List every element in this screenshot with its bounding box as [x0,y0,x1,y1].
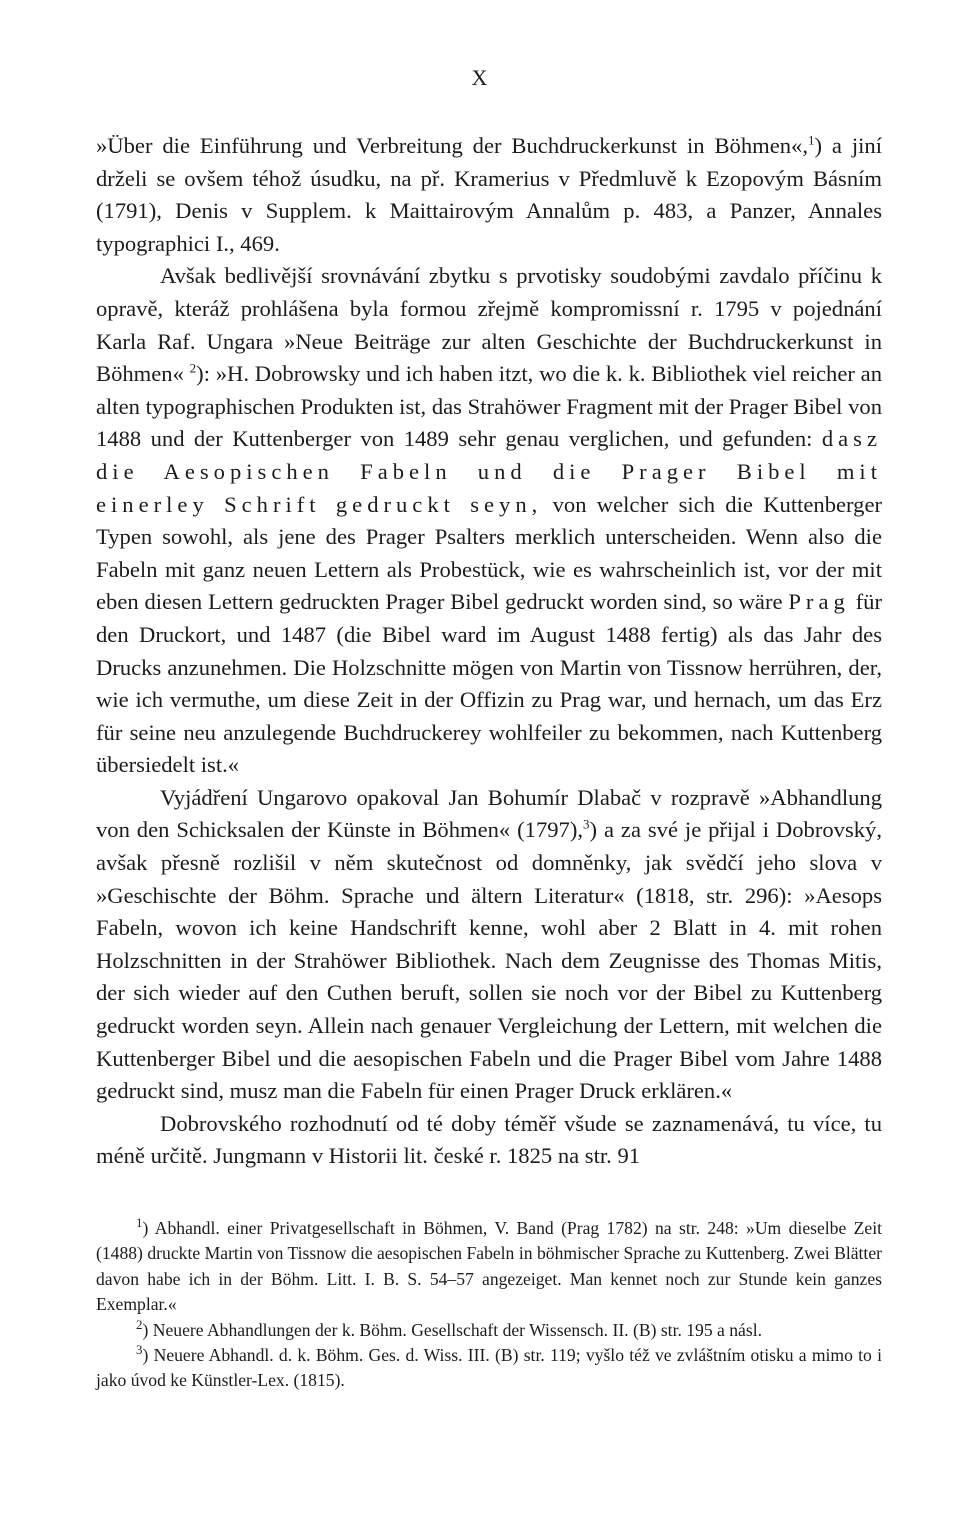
paragraph-1-text-a: »Über die Einführung und Verbreitung der Buchdruckerkunst in Böhmen«, [96,133,808,158]
footnote-mark: 1 [136,1215,143,1231]
paragraph-2-text-a: Avšak bedlivější srovnávání zbytku s prvotisky soudobými zavdalo příčinu k opravě, kteráž prohlášena byla formou zřejmě kompromissní r. 1795 v pojednání Karla Raf. Ungara »Neue Beiträge zur alten Geschichte der Buchdruckerkunst in Böhmen« [96,263,882,387]
paragraph-1 [96,130,882,260]
page-number: X [471,65,489,90]
paragraph-2-text-b: ): »H. Dobrowsky und ich haben itzt, wo die k. k. Bibliothek viel reicher an alten typographischen Produkten ist, das Strahöwer Fragment mit der Prager Bibel von 1488 und der Kuttenberger von 1489 sehr genau verglichen, und gefunden: [96,361,883,452]
footnote-3 [96,1343,882,1394]
paragraph-3-text-a: Vyjádření Ungarovo opakoval Jan Bohumír Dlabač v rozpravě »Abhandlung von den Schicksalen der Künste in Böhmen« (1797), [96,784,882,843]
footnote-mark: 3 [136,1342,143,1358]
paragraph-3-text-b: ) a za své je přijal i Dobrovský, avšak přesně rozlišil v něm skutečnost od domněnky, jak svědčí jeho slova v »Geschischte der Böhm. Sprache und ältern Literatur« (1818, str. 296): »Aesops Fabeln, wovon ich keine Handschrift kenne, wohl aber 2 Blatt in 4. mit rohen Holzschnitten in der Strahöwer Bibliothek. Nach dem Zeugnisse des Thomas Mitis, der sich wieder auf den Cuthen beruft, sollen sie noch vor der Bibel zu Kuttenberg gedruckt worden seyn. Allein nach genauer Vergleichung der Lettern, mit welchen die Kuttenberger Bibel und die aesopischen Fabeln und die Prager Bibel vom Jahre 1488 gedruckt sind, musz man die Fabeln für einen Prager Druck erklären.« [96,817,882,1104]
footnote-text: ) Neuere Abhandlungen der k. Böhm. Gesellschaft der Wissensch. II. (B) str. 195 a násl. [142,1319,762,1340]
footnote-ref-3: 3 [583,816,590,832]
paragraph-1-text-b: ) a jiní drželi se ovšem téhož úsudku, na př. Kramerius v Předmluvě k Ezopovým Básním (1791), Denis v Supplem. k Maittairovým Annalům p. 483, a Panzer, Annales typographici I., 469. [96,133,882,256]
footnote-1 [96,1216,882,1318]
footnote-text: ) Abhandl. einer Privatgesellschaft in Böhmen, V. Band (Prag 1782) na str. 248: »Um dieselbe Zeit (1488) druckte Martin von Tissnow die aesopischen Fabeln in böhmischer Sprache zu Kuttenberg. Zwei Blätter davon habe ich in der Böhm. Litt. I. B. S. 54–57 angezeiget. Man kennet noch zur Stunde kein ganzes Exemplar.« [96,1218,882,1315]
footnote-text: ) Neuere Abhandl. d. k. Böhm. Ges. d. Wiss. III. (B) str. 119; vyšlo též ve zvláštním otisku a mimo to i jako úvod ke Künstler-Lex. (1815). [96,1345,882,1391]
paragraph-2-text-c: von welcher sich die Kuttenberger Typen sowohl, als jene des Prager Psalters merklich unterscheiden. Wenn also die Fabeln mit ganz neuen Lettern als Probestück, wie es wahrscheinlich ist, vor der mit eben diesen Lettern gedruckten Prager Bibel gedruckt worden sind, so wäre [96,491,882,615]
footnote-ref-1: 1 [807,132,815,148]
paragraph-2-text-d: für den Druckort, und 1487 (die Bibel ward im August 1488 fertig) als das Jahr des Drucks anzunehmen. Die Holzschnitte mögen von Martin von Tissnow herrühren, der, wie ich vermuthe, um diese Zeit in der Offizin zu Prag war, und hernach, um das Erz für seine neu anzulegende Buchdruckerey wohlfeiler zu bekommen, nach Kuttenberg übersiedelt ist.« [96,589,882,778]
footnote-mark: 2 [136,1316,143,1332]
footnotes [96,1216,882,1394]
paragraph-3 [96,782,882,1108]
body-text [96,130,882,1173]
footnote-2 [96,1318,882,1343]
paragraph-2 [96,260,882,782]
paragraph-4: Dobrovského rozhodnutí od té doby téměř všude se zaznamenává, tu více, tu méně určitě. Jungmann v Historii lit. české r. 1825 na str. 91 [96,1110,882,1169]
footnote-ref-2: 2 [189,360,197,376]
emphasis-spaced-1: dasz die Aesopischen Fabeln und die Prager Bibel mit einerley Schrift gedruckt seyn, [96,426,882,517]
emphasis-spaced-2: Prag [788,589,850,615]
